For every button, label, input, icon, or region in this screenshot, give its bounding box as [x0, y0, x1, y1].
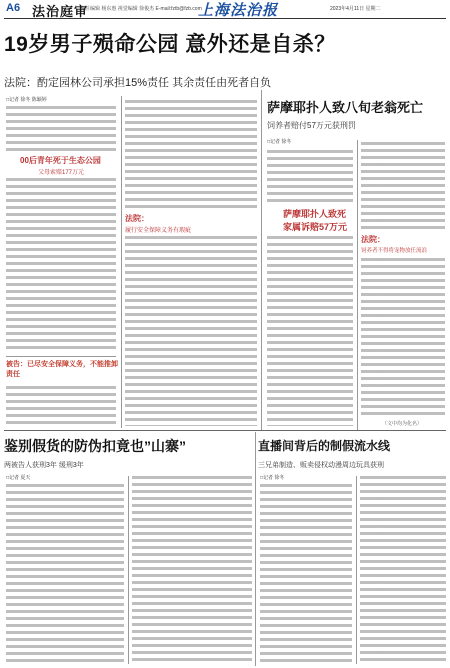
main-subhead-1: 00后青年死于生态公园 — [20, 156, 101, 165]
column-rule — [356, 476, 357, 664]
right-byline: □记者 徐冬 — [267, 139, 292, 145]
right-subheadline: 饲养者赔付57万元获刑罚 — [267, 121, 356, 130]
main-byline: □记者 徐冬 陈颖婷 — [6, 97, 47, 103]
right-subhead-law-detail: 饲养者不得将宠物放任流浪 — [361, 248, 428, 254]
quote-rule — [6, 356, 116, 357]
bottom-left-headline: 鉴别假货的防伪扣竟也”山寨” — [4, 438, 186, 454]
section-title: 法治庭审 — [32, 4, 89, 19]
column-rule — [255, 432, 256, 666]
newspaper-masthead: 上海法治报 — [198, 1, 279, 19]
main-subhead-2: 法院： — [125, 214, 149, 223]
page-number: A6 — [6, 2, 21, 14]
bottom-right-headline: 直播间背后的制假流水线 — [258, 439, 391, 453]
column-rule — [128, 476, 129, 664]
bottom-left-byline: □记者 夏天 — [6, 475, 31, 481]
bottom-right-byline: □记者 徐冬 — [260, 475, 285, 481]
main-body-text — [125, 236, 257, 426]
right-inset-subtitle: 家属诉赔57万元 — [283, 222, 348, 232]
pull-quote: 被告：已尽安全保障义务，不能推卸责任 — [6, 361, 118, 378]
main-body-text — [6, 386, 116, 426]
bottom-left-body-text — [6, 484, 124, 662]
right-subhead-law: 法院： — [361, 235, 385, 244]
main-subhead-1-detail: 父母索赔177万元 — [38, 170, 85, 176]
main-body-text — [6, 106, 116, 152]
right-body-text — [267, 236, 353, 426]
bottom-right-body-text — [260, 484, 352, 662]
column-rule — [121, 96, 122, 428]
header-rule — [4, 18, 446, 19]
right-body-text — [361, 258, 445, 416]
right-inset-title: 萨摩耶扑人致死 — [283, 209, 347, 219]
bottom-left-body-text — [132, 476, 252, 662]
editors-line: 责任编辑 杨东惠 视觉编辑 徐俊杰 E-mail:fztb@fzb.com — [80, 6, 202, 12]
bottom-right-body-text — [360, 476, 446, 662]
right-footnote: （文中均为化名） — [382, 421, 423, 427]
main-subheadline: 法院：酌定园林公司承担15%责任 其余责任由死者自负 — [4, 77, 272, 89]
main-subhead-2-detail: 履行安全保障义务有瑕疵 — [125, 228, 192, 234]
issue-date: 2023年4月11日 星期二 — [330, 6, 381, 12]
column-rule — [261, 90, 262, 430]
right-body-text — [267, 150, 353, 202]
main-body-text — [6, 178, 116, 350]
main-body-text — [125, 100, 257, 208]
main-headline: 19岁男子殒命公园 意外还是自杀？ — [4, 33, 336, 56]
right-headline: 萨摩耶扑人致八旬老翁死亡 — [267, 100, 424, 115]
column-rule — [357, 140, 358, 430]
section-divider — [4, 430, 446, 431]
bottom-right-subheadline: 三兄弟制造、贩卖侵权动漫周边玩具获刑 — [258, 462, 384, 469]
bottom-left-subheadline: 两被告人获刑3年 缓刑3年 — [4, 462, 84, 469]
right-body-text — [361, 142, 445, 230]
